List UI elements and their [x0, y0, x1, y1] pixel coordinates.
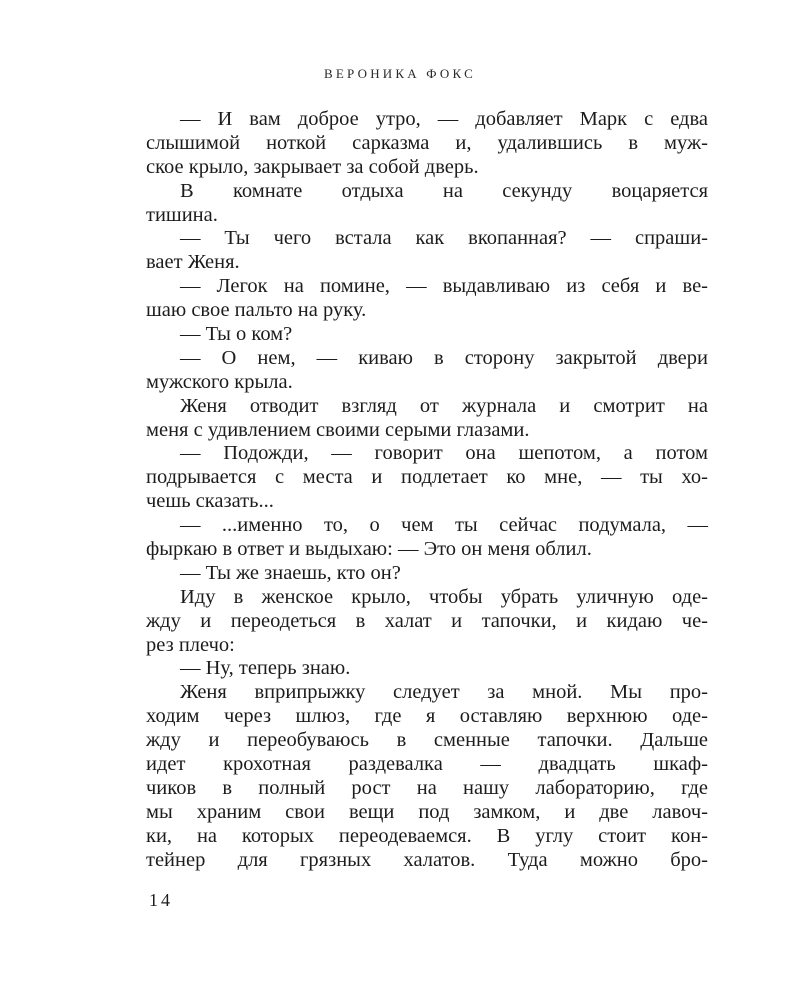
page-number: 14	[149, 890, 173, 910]
text-line: В комнате отдыха на секунду воцаряется	[180, 179, 708, 202]
text-line: — Ты же знаешь, кто он?	[180, 561, 401, 584]
text-line: — ...именно то, о чем ты сейчас подумала, —	[180, 514, 708, 537]
text-line: фыркаю в ответ и выдыхаю: — Это он меня облил.	[146, 538, 592, 561]
text-line: — И вам доброе утро, — добавляет Марк с едва	[180, 108, 708, 130]
text-line: рез плечо:	[146, 633, 235, 656]
text-line: ское крыло, закрывает за собой дверь.	[146, 155, 479, 178]
text-line: жду и переодеться в халат и тапочки, и кидаю че-	[146, 609, 708, 632]
text-line: — Ты чего встала как вкопанная? — спраши-	[180, 227, 708, 250]
text-line: подрывается с места и подлетает ко мне, — ты хо-	[146, 466, 708, 489]
text-line: Женя вприпрыжку следует за мной. Мы про-	[180, 681, 708, 704]
text-line: Женя отводит взгляд от журнала и смотрит на	[180, 394, 708, 417]
text-line: — О нем, — киваю в сторону закрытой двери	[180, 346, 708, 369]
text-line: Иду в женское крыло, чтобы убрать уличную оде-	[180, 585, 708, 608]
text-line: мужского крыла.	[146, 370, 293, 393]
text-line: чиков в полный рост на нашу лабораторию, где	[146, 776, 708, 799]
text-line: тейнер для грязных халатов. Туда можно бро-	[146, 848, 708, 871]
text-line: жду и переобуваюсь в сменные тапочки. Дальше	[146, 729, 708, 752]
running-head: ВЕРОНИКА ФОКС	[324, 66, 476, 81]
body-text	[146, 108, 708, 873]
text-line: ходим через шлюз, где я оставляю верхнюю оде-	[146, 705, 708, 728]
text-line: шаю свое пальто на руку.	[146, 299, 367, 322]
text-line: слышимой ноткой сарказма и, удалившись в муж-	[146, 131, 708, 154]
text-line: — Ну, теперь знаю.	[180, 657, 351, 680]
text-line: тишина.	[146, 203, 218, 226]
text-line: — Легок на помине, — выдавливаю из себя и ве-	[180, 275, 708, 298]
text-line: идет крохотная раздевалка — двадцать шкаф-	[146, 753, 708, 776]
text-line: — Ты о ком?	[180, 323, 293, 346]
text-line: мы храним свои вещи под замком, и две лавоч-	[146, 800, 708, 823]
text-line: вает Женя.	[146, 251, 240, 274]
text-line: ки, на которых переодеваемся. В углу стоит кон-	[146, 824, 708, 847]
text-line: — Подожди, — говорит она шепотом, а потом	[180, 442, 708, 465]
text-line: чешь сказать...	[146, 490, 274, 513]
text-line: меня с удивлением своими серыми глазами.	[146, 418, 530, 441]
